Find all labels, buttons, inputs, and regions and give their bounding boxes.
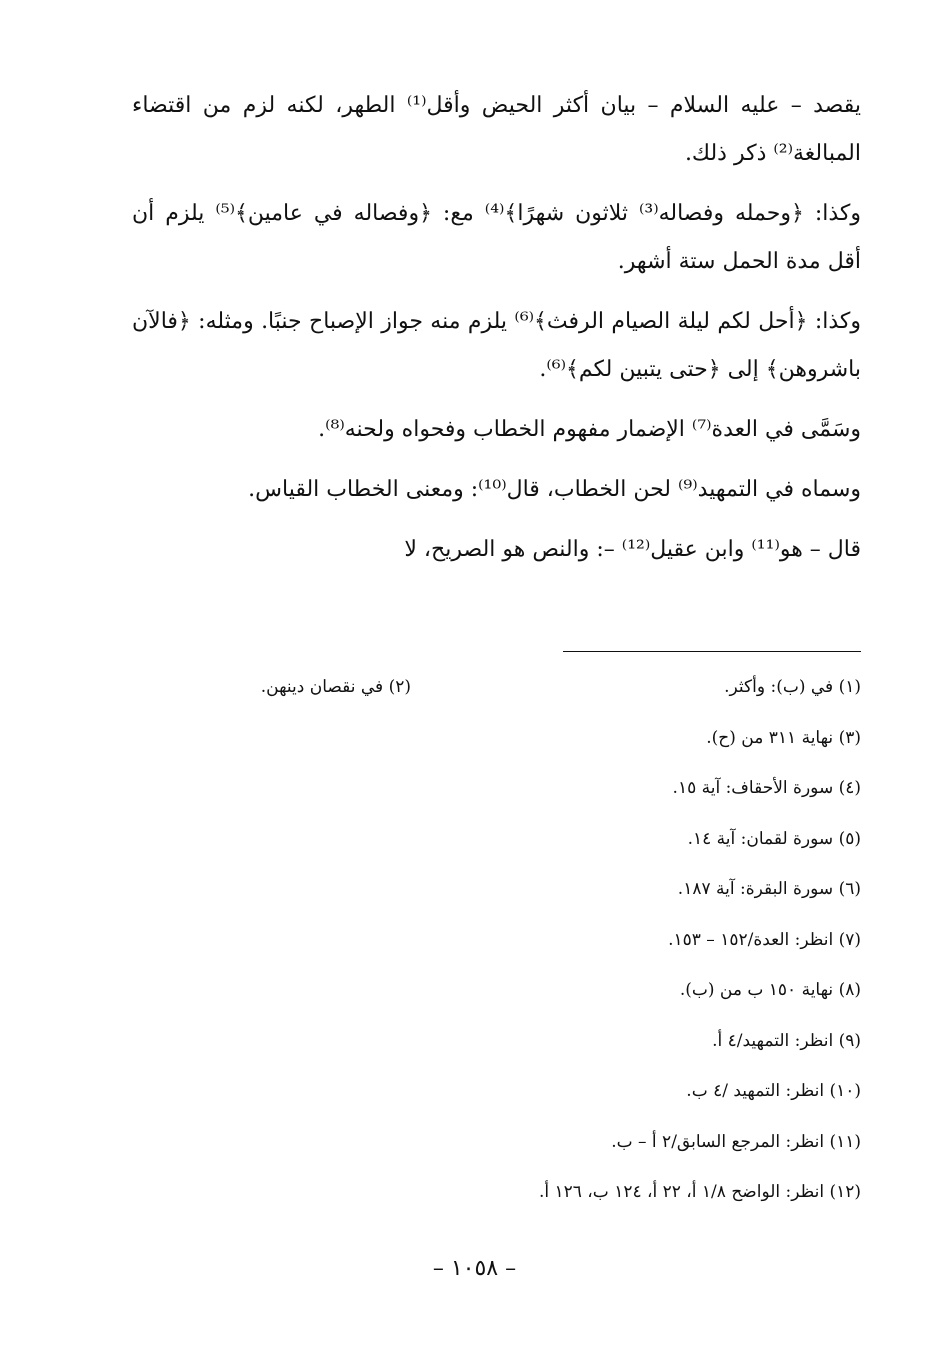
footnotes [132, 670, 861, 1226]
footnote-row [132, 670, 861, 721]
footnote-item: (٥) سورة لقمان: آية ١٤. [687, 828, 861, 849]
footnote-row [132, 771, 861, 822]
footnote-row [132, 1175, 861, 1226]
paragraph: قال – هو⁽¹¹⁾ وابن عقيل⁽¹²⁾ –: والنص هو الصريح، لا [404, 537, 861, 562]
footnote-row [132, 973, 861, 1024]
page-number: – ١٠٥٨ – [432, 1256, 517, 1281]
footnote-item: (١) في (ب): وأكثر. [724, 677, 861, 697]
footnote-item: (٣) نهاية ٣١١ من (ح). [706, 727, 861, 748]
paragraph: وكذا: ﴿وحمله وفصاله⁽³⁾ ثلاثون شهرًا﴾⁽⁴⁾ مع: ﴿وفصاله في عامين﴾⁽⁵⁾ يلزم أن أقل مدة الحمل ستة أشهر. [132, 201, 862, 274]
footnote-item: (٦) سورة البقرة: آية ١٨٧. [677, 879, 861, 899]
footnote-item: (١١) انظر: المرجع السابق/٢ أ – ب. [611, 1131, 861, 1152]
paragraph: وسَمَّى في العدة⁽⁷⁾ الإضمار مفهوم الخطاب وفحواه ولحنه⁽⁸⁾. [318, 417, 861, 442]
footnote-item: (١٠) انظر: التمهيد /٤ ب. [686, 1081, 861, 1101]
footnote-item: (٨) نهاية ١٥٠ ب من (ب). [679, 980, 861, 1000]
footnote-row [132, 822, 861, 873]
footnote-item: (٢) في نقصان دينهن. [260, 677, 411, 697]
paragraph: وسماه في التمهيد⁽⁹⁾ لحن الخطاب، قال⁽¹⁰⁾: ومعنى الخطاب القياس. [248, 477, 861, 502]
footnote-row [132, 923, 861, 974]
paragraph: وكذا: ﴿أحل لكم ليلة الصيام الرفث﴾⁽⁶⁾ يلزم منه جواز الإصباح جنبًا. ومثله: ﴿فالآن باشروهن﴾ إلى ﴿حتى يتبين لكم﴾⁽⁶⁾. [132, 309, 862, 382]
footnote-item: (٤) سورة الأحقاف: آية ١٥. [672, 778, 861, 798]
main-text [132, 82, 861, 586]
footnote-item: (١٢) انظر: الواضح ١/٨ أ، ٢٢ أ، ١٢٤ ب، ١٢٦ أ. [538, 1182, 861, 1202]
footnote-divider [563, 651, 861, 652]
footnote-row [132, 721, 861, 772]
footnote-row [132, 1125, 861, 1176]
footnote-item: (٩) انظر: التمهيد/٤ أ. [712, 1030, 861, 1051]
footnote-row [132, 872, 861, 923]
footnote-item: (٧) انظر: العدة/١٥٢ – ١٥٣. [668, 929, 861, 950]
paragraph: يقصد – عليه السلام – بيان أكثر الحيض وأقل⁽¹⁾ الطهر، لكنه لزم من اقتضاء المبالغة⁽²⁾ ذكر ذلك. [132, 93, 862, 166]
footnote-row [132, 1074, 861, 1125]
footnote-row [132, 1024, 861, 1075]
